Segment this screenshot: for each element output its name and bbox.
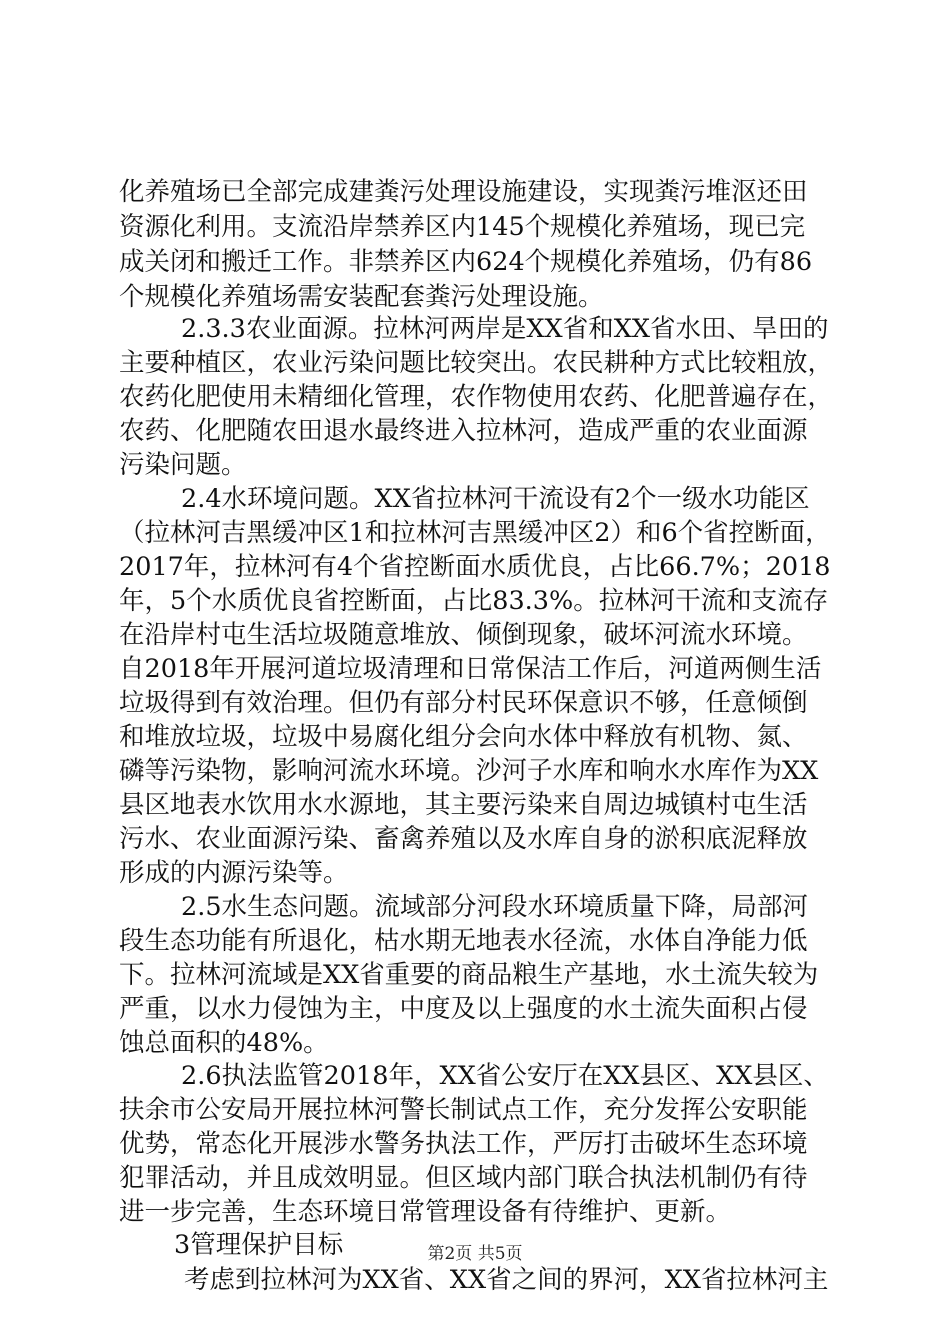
text-line: 考虑到拉林河为XX省、XX省之间的界河，XX省拉林河主 [184, 1265, 829, 1295]
text-line: 严重，以水力侵蚀为主，中度及以上强度的水土流失面积占侵 [119, 994, 808, 1024]
text-line: 蚀总面积的48%。 [119, 1028, 329, 1058]
text-line: 年，5个水质优良省控断面，占比83.3%。拉林河干流和支流存 [119, 586, 829, 616]
text-line: 垃圾得到有效治理。但仍有部分村民环保意识不够，任意倾倒 [119, 688, 808, 718]
text-line: 段生态功能有所退化，枯水期无地表水径流，水体自净能力低 [119, 926, 808, 956]
text-line: 农药化肥使用未精细化管理，农作物使用农药、化肥普遍存在， [119, 382, 834, 412]
text-line: 2017年，拉林河有4个省控断面水质优良，占比66.7%；2018 [119, 552, 831, 582]
text-line: 主要种植区，农业污染问题比较突出。农民耕种方式比较粗放， [119, 348, 834, 378]
text-line: 扶余市公安局开展拉林河警长制试点工作，充分发挥公安职能 [119, 1095, 808, 1125]
text-line: 污染问题。 [119, 450, 247, 480]
text-line: 进一步完善，生态环境日常管理设备有待维护、更新。 [119, 1197, 732, 1227]
text-line: 2.3.3农业面源。拉林河两岸是XX省和XX省水田、旱田的 [181, 314, 829, 344]
text-line: 化养殖场已全部完成建粪污处理设施建设，实现粪污堆沤还田 [119, 177, 808, 207]
text-line: 和堆放垃圾，垃圾中易腐化组分会向水体中释放有机物、氮、 [119, 722, 808, 752]
text-line: 犯罪活动，并且成效明显。但区域内部门联合执法机制仍有待 [119, 1163, 808, 1193]
page-footer: 第2页 共5页 [427, 1244, 523, 1264]
text-line: 优势，常态化开展涉水警务执法工作，严厉打击破坏生态环境 [119, 1129, 808, 1159]
text-line: 在沿岸村屯生活垃圾随意堆放、倾倒现象，破坏河流水环境。 [119, 620, 808, 650]
text-line: 自2018年开展河道垃圾清理和日常保洁工作后，河道两侧生活 [119, 654, 822, 684]
text-line: 污水、农业面源污染、畜禽养殖以及水库自身的淤积底泥释放 [119, 824, 808, 854]
text-line: 成关闭和搬迁工作。非禁养区内624个规模化养殖场，仍有86 [119, 247, 813, 277]
text-line: 个规模化养殖场需安装配套粪污处理设施。 [119, 282, 604, 312]
text-line: 形成的内源污染等。 [119, 858, 349, 888]
text-line: 资源化利用。支流沿岸禁养区内145个规模化养殖场，现已完 [119, 212, 806, 242]
text-line: 农药、化肥随农田退水最终进入拉林河，造成严重的农业面源 [119, 416, 808, 446]
text-line: 磷等污染物，影响河流水环境。沙河子水库和响水水库作为XX [119, 756, 819, 786]
text-line: 下。拉林河流域是XX省重要的商品粮生产基地，水土流失较为 [119, 960, 819, 990]
text-line: 2.4水环境问题。XX省拉林河干流设有2个一级水功能区 [181, 484, 810, 514]
text-line: 2.6执法监管2018年，XX省公安厅在XX县区、XX县区、 [181, 1061, 829, 1091]
text-line: 2.5水生态问题。流域部分河段水环境质量下降，局部河 [181, 892, 809, 922]
text-line: 县区地表水饮用水水源地，其主要污染来自周边城镇村屯生活 [119, 790, 808, 820]
text-line: （拉林河吉黑缓冲区1和拉林河吉黑缓冲区2）和6个省控断面， [119, 518, 831, 548]
section-heading: 3管理保护目标 [174, 1230, 344, 1260]
